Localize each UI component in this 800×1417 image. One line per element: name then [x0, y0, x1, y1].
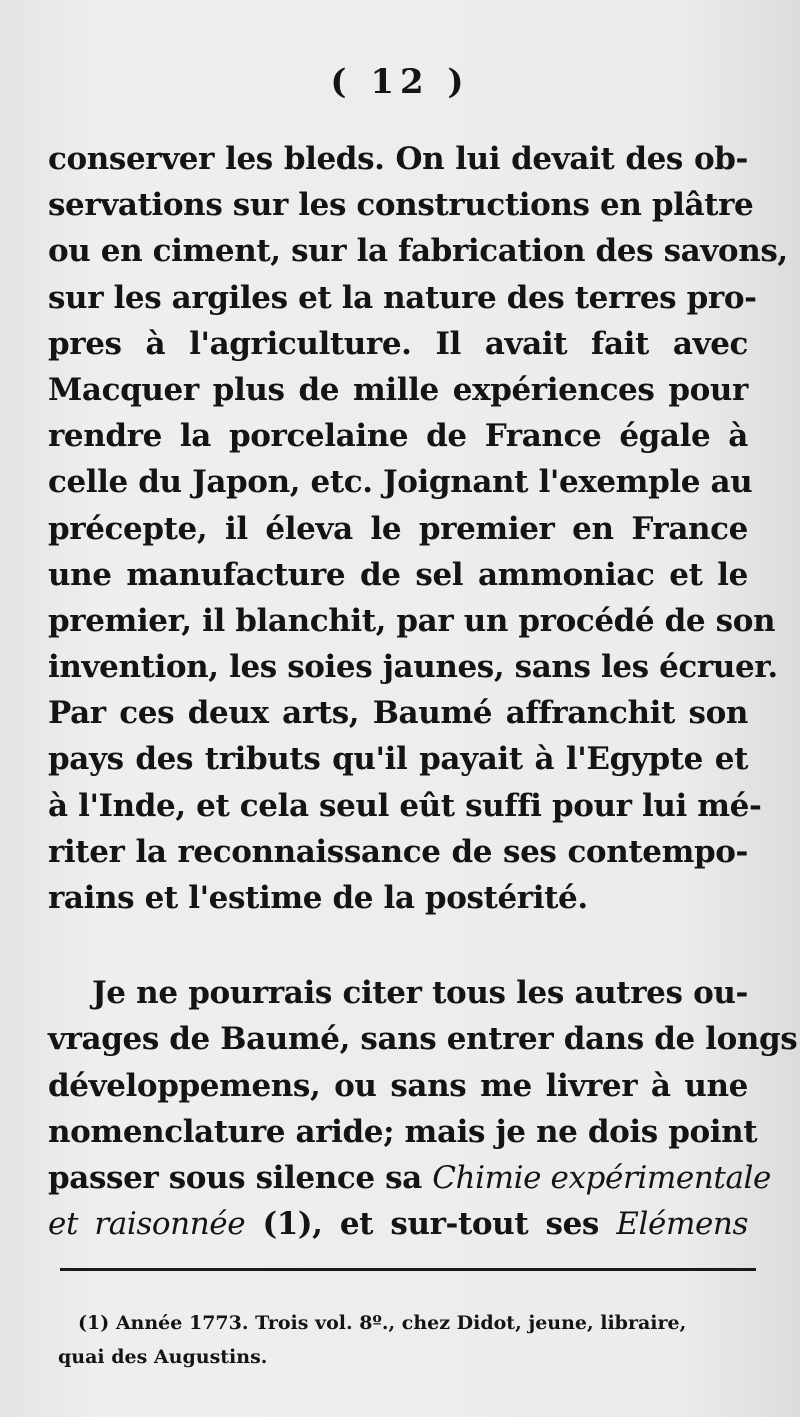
- text-line: pres à l'agriculture. Il avait fait avec: [48, 325, 748, 362]
- text-run: passer sous silence sa: [48, 1159, 433, 1196]
- text-line: invention, les soies jaunes, sans les écruer.: [48, 649, 778, 686]
- page-number: ( 12 ): [330, 62, 470, 102]
- text-line: premier, il blanchit, par un procédé de son: [48, 602, 776, 639]
- text-line: Je ne pourrais citer tous les autres ou-: [92, 975, 748, 1012]
- paragraph-gap: [48, 921, 748, 970]
- text-line: Macquer plus de mille expériences pour: [48, 371, 748, 408]
- footnote-line: (1) Année 1773. Trois vol. 8º., chez Didot, jeune, libraire,: [78, 1312, 687, 1334]
- text-line-mixed: [48, 1201, 748, 1247]
- text-line: rains et l'estime de la postérité.: [48, 880, 588, 916]
- text-line: nomenclature aride; mais je ne dois point: [48, 1113, 758, 1150]
- text-line: développemens, ou sans me livrer à une: [48, 1067, 748, 1104]
- text-line: conserver les bleds. On lui devait des ob-: [48, 141, 748, 177]
- text-line: précepte, il éleva le premier en France: [48, 510, 748, 547]
- book-title-italic: Chimie expérimentale: [432, 1159, 771, 1196]
- text-line: vrages de Baumé, sans entrer dans de longs: [48, 1021, 798, 1058]
- text-line: celle du Japon, etc. Joignant l'exemple au: [48, 464, 753, 501]
- book-title-italic: et raisonnée: [48, 1206, 246, 1243]
- footnote-line: quai des Augustins.: [58, 1346, 268, 1368]
- footnote-rule: [60, 1268, 756, 1271]
- body-text: [48, 136, 798, 1247]
- text-line: ou en ciment, sur la fabrication des savons,: [48, 233, 788, 270]
- text-run: (1), et sur-tout ses: [245, 1206, 617, 1243]
- text-line: une manufacture de sel ammoniac et le: [48, 556, 748, 593]
- text-line: rendre la porcelaine de France égale à: [48, 418, 748, 455]
- text-line: servations sur les constructions en plâtre: [48, 187, 754, 224]
- text-line-mixed: [48, 1155, 771, 1201]
- text-line: à l'Inde, et cela seul eût suffi pour lui mé-: [48, 787, 762, 824]
- text-line: pays des tributs qu'il payait à l'Egypte et: [48, 741, 748, 778]
- text-line: Par ces deux arts, Baumé affranchit son: [48, 695, 748, 732]
- footnote: [58, 1306, 768, 1374]
- book-title-italic: Elémens: [616, 1206, 748, 1243]
- text-line: riter la reconnaissance de ses contempo-: [48, 833, 748, 870]
- text-line: sur les argiles et la nature des terres pro-: [48, 279, 757, 316]
